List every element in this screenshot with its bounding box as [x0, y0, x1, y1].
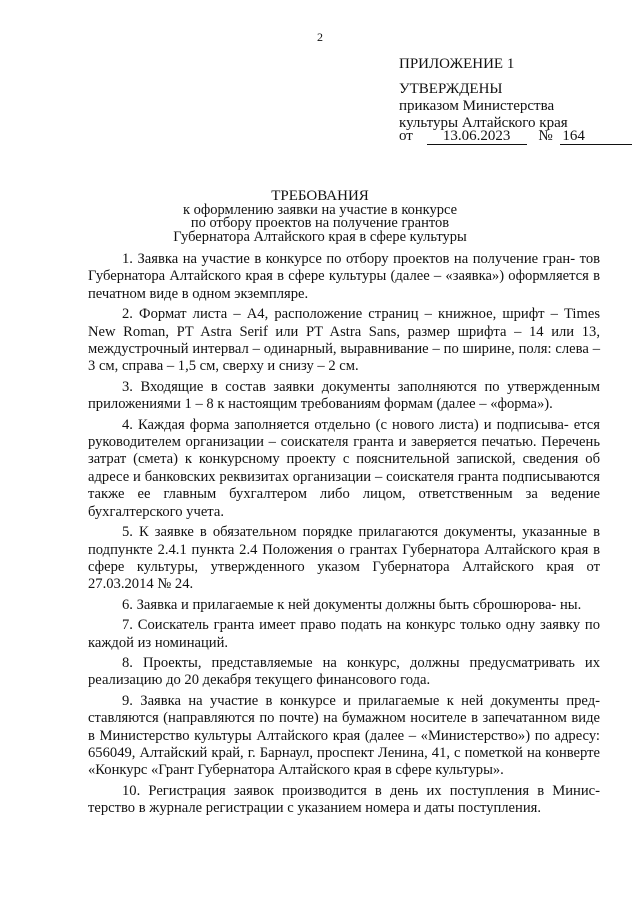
paragraph-first-line: 9. Заявка на участие в конкурсе и прилагаемые к ней документы пред- — [122, 692, 600, 709]
title-line-1: к оформлению заявки на участие в конкурсе — [182, 201, 458, 218]
order-date: 13.06.2023 — [427, 128, 527, 145]
paragraph — [88, 783, 600, 818]
paragraph-text: ставляются (направляются по почте) на бумажном носителе в запечатанном виде в Министерство культуры Алтайского края (далее – «Министерство») по адресу: 656049, Алтайский край, г. Барнаул, проспект Ленина, 41, с пометкой на конверте «Конкурс «Грант Губернатора Алтайского края в сфере культуры». — [88, 710, 600, 779]
paragraph — [88, 693, 600, 780]
approved-label: УТВЕРЖДЕНЫ — [399, 81, 503, 97]
paragraph-first-line: 3. Входящие в состав заявки документы заполняются по утвержденным — [122, 378, 600, 395]
paragraph — [88, 306, 600, 376]
paragraph-first-line: 10. Регистрация заявок производится в день их поступления в Минис- — [122, 782, 600, 799]
paragraph-text: терство в журнале регистрации с указанием номера и даты поступления. — [88, 800, 541, 817]
document-body — [88, 251, 600, 818]
paragraph-text: реализацию до 20 декабря текущего финансового года. — [88, 672, 431, 689]
paragraph — [88, 417, 600, 521]
paragraph-text: по каждой из номинаций. — [88, 617, 600, 651]
order-number: 164 — [560, 128, 632, 145]
paragraph-text: приложениями 1 – 8 к настоящим требованиям формам (далее – «форма»). — [88, 396, 553, 413]
paragraph — [88, 655, 600, 690]
paragraph-first-line: 7. Соискатель гранта имеет право подать на конкурс только одну заявку — [122, 617, 581, 634]
paragraph-text: в подпункте 2.4.1 пункта 2.4 Положения о грантах Губернатора Алтайского края в сфере культуры, утвержденного указом Губернатора Алтайского края от 27.03.2014 № 24. — [88, 524, 600, 593]
paragraph — [88, 617, 600, 652]
paragraph — [88, 597, 600, 614]
paragraph-text: Times New Roman, PT Astra Serif или PT Astra Sans, размер шрифта – 14 или 13, междустрочный интервал – одинарный, выравнивание – по ширине, поля: слева – 3 см, справа – 1,5 см, сверху и снизу – 2 см. — [88, 306, 600, 375]
paragraph-text: тов Губернатора Алтайского края в сфере культуры (далее – «заявка») оформляется в печатном виде в одном экземпляре. — [88, 251, 601, 302]
title-main: ТРЕБОВАНИЯ — [271, 188, 369, 204]
paragraph — [88, 251, 600, 303]
paragraph — [88, 524, 600, 594]
appendix-label: ПРИЛОЖЕНИЕ 1 — [399, 56, 515, 72]
from-label: от — [399, 128, 413, 144]
paragraph-first-line: 8. Проекты, представляемые на конкурс, должны предусматривать их — [122, 654, 600, 671]
order-line-2: культуры Алтайского края — [399, 115, 568, 131]
title-line-2: по отбору проектов на получение грантов — [190, 215, 450, 231]
paragraph-first-line: 4. Каждая форма заполняется отдельно (с нового листа) и подписыва- — [122, 416, 569, 433]
title-line-3: Губернатора Алтайского края в сфере культуры — [173, 228, 467, 245]
paragraph-first-line: 1. Заявка на участие в конкурсе по отбору проектов на получение гран- — [122, 251, 576, 267]
number-label: № — [538, 128, 553, 144]
order-line-1: приказом Министерства — [399, 98, 555, 114]
paragraph-first-line: 5. К заявке в обязательном порядке прилагаются документы, указанные — [122, 524, 588, 541]
paragraph-text: ны. — [559, 596, 582, 613]
approval-block — [399, 56, 568, 132]
paragraph-text: ется руководителем организации – соискателя гранта и заверяется печатью. Перечень затрат (смета) к конкурсному проекту с пояснительной запиской, сведения об адресе и банковских реквизитах организации – соискателя гранта подписываются также ее главным бухгалтером либо лицом, ответственным за ведение бухгалтерского учета. — [88, 416, 600, 520]
page-number: 2 — [317, 30, 323, 44]
document-title — [60, 190, 580, 244]
paragraph-first-line: 2. Формат листа – А4, расположение страниц – книжное, шрифт – — [122, 306, 558, 323]
order-date-number — [399, 128, 632, 145]
paragraph-first-line: 6. Заявка и прилагаемые к ней документы должны быть сброшюрова- — [122, 596, 557, 613]
paragraph — [88, 379, 600, 414]
